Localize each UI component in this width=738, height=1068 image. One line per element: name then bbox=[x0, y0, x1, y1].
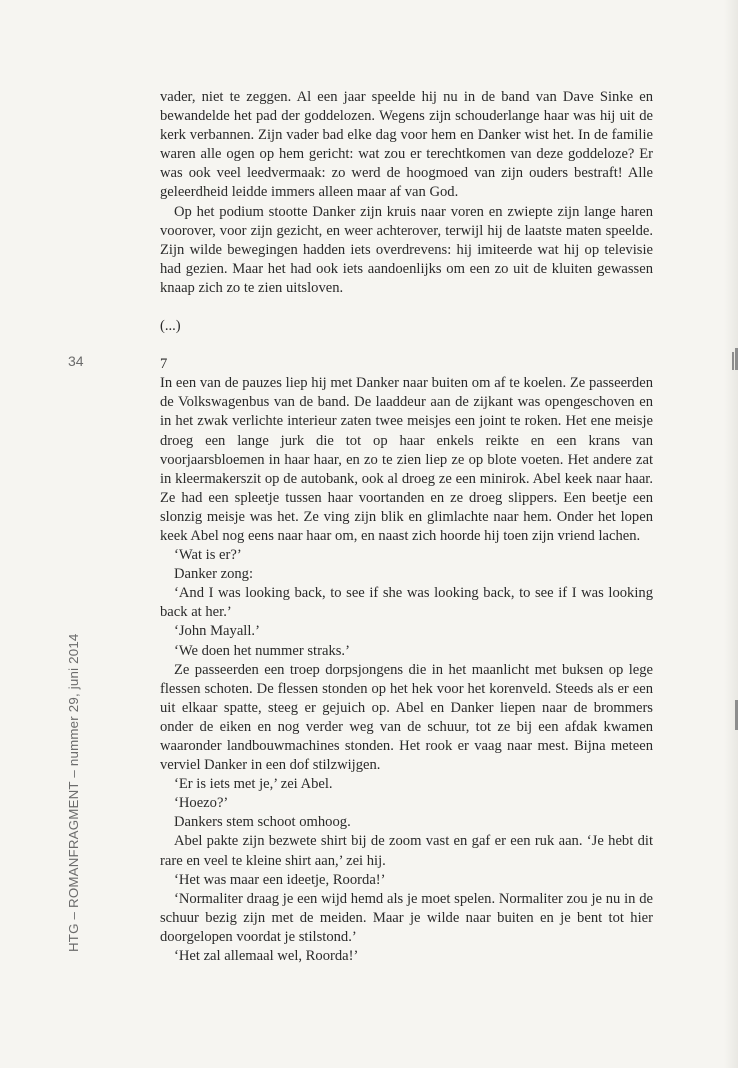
spacer bbox=[160, 298, 653, 317]
paragraph: Op het podium stootte Danker zijn kruis naar voren en zwiepte zijn lange haren voorover, voor zijn gezicht, en weer achterover, terwijl hij de laatste maten speelde. Zijn wilde bewegingen hadden iets overdrevens: hij imiteerde wat hij op televisie had gezien. Maar het had ook iets aandoenlijks om een zo uit de kluiten gewassen knaap zich zo te zien uitsloven. bbox=[160, 203, 653, 296]
running-head: HTG – ROMANFRAGMENT – nummer 29, juni 2014 bbox=[66, 633, 81, 952]
paragraph: Ze passeerden een troep dorpsjongens die in het maanlicht met buksen op lege flessen schoten. De flessen stonden op het hek voor het korenveld. Steeds als er een uit elkaar spatte, steeg er gejuich op. Abel en Danker liepen naar de brommers onder de eiken en nog verder weg van de schuur, tot ze bij een afdak kwamen waaronder landbouwmachines stonden. Het rook er vaag naar mest. Bijna meteen verviel Danker in een dof stilzwijgen. bbox=[160, 661, 653, 774]
paragraph: ‘Het zal allemaal wel, Roorda!’ bbox=[174, 948, 359, 965]
body-text bbox=[160, 88, 653, 966]
paragraph: In een van de pauzes liep hij met Danker naar buiten om af te koelen. Ze passeerden de Volkswagenbus van de band. De laaddeur aan de zijkant was opengeschoven en in het zwak verlichte interieur zaten twee meisjes een joint te roken. Het ene meisje droeg een lange jurk die tot op haar enkels reikte en een krans van voorjaarsbloemen in haar haar, en zo te zien liep ze op blote voeten. Het andere zat in kleermakerszit op de autobank, ook al droeg ze een minirok. Abel keek naar haar. Ze had een spleetje tussen haar voortanden en ze droeg slippers. Een beetje een slonzig meisje was het. Ze ving zijn blik en glimlachte naar hem. Onder het lopen keek Abel nog eens naar haar om, en naast zich hoorde hij toen zijn vriend lachen. bbox=[160, 375, 653, 544]
paragraph: vader, niet te zeggen. Al een jaar speelde hij nu in de band van Dave Sinke en bewandelde het pad der goddelozen. Wegens zijn schouderlange haar was hij uit de kerk verbannen. Zijn vader bad elke dag voor hem en Danker wist het. In de familie waren alle ogen op hem gericht: wat zou er terechtkomen van deze goddeloze? Er was ook veel leedvermaak: zo werd de hoogmoed van zijn ouders bestraft! Alle geleerdheid leidde immers alleen maar af van God. bbox=[160, 89, 653, 201]
section-break-ellipsis: (...) bbox=[160, 318, 181, 335]
paragraph: Dankers stem schoot omhoog. bbox=[174, 814, 351, 831]
paragraph: ‘We doen het nummer straks.’ bbox=[174, 642, 350, 659]
chapter-number: 7 bbox=[160, 356, 168, 373]
page-number: 34 bbox=[68, 353, 84, 369]
paragraph: ‘John Mayall.’ bbox=[174, 623, 260, 640]
scan-edge bbox=[724, 0, 738, 1068]
paragraph: ‘Hoezo?’ bbox=[174, 795, 229, 812]
bleed-mark bbox=[732, 352, 734, 370]
paragraph: ‘And I was looking back, to see if she was looking back, to see if I was looking back at her.’ bbox=[160, 585, 653, 621]
paragraph: ‘Wat is er?’ bbox=[174, 547, 242, 564]
paragraph: ‘Er is iets met je,’ zei Abel. bbox=[174, 776, 333, 793]
paragraph: ‘Normaliter draag je een wijd hemd als je moet spelen. Normaliter zou je nu in de schuur bezig zijn met de meiden. Maar je wilde naar buiten en je bent tot hier doorgelopen voordat je stilstond.’ bbox=[160, 890, 653, 945]
paragraph: Danker zong: bbox=[174, 566, 254, 583]
paragraph: Abel pakte zijn bezwete shirt bij de zoom vast en gaf er een ruk aan. ‘Je hebt dit rare en veel te kleine shirt aan,’ zei hij. bbox=[160, 833, 653, 869]
paragraph: ‘Het was maar een ideetje, Roorda!’ bbox=[174, 871, 386, 888]
spacer bbox=[160, 336, 653, 355]
